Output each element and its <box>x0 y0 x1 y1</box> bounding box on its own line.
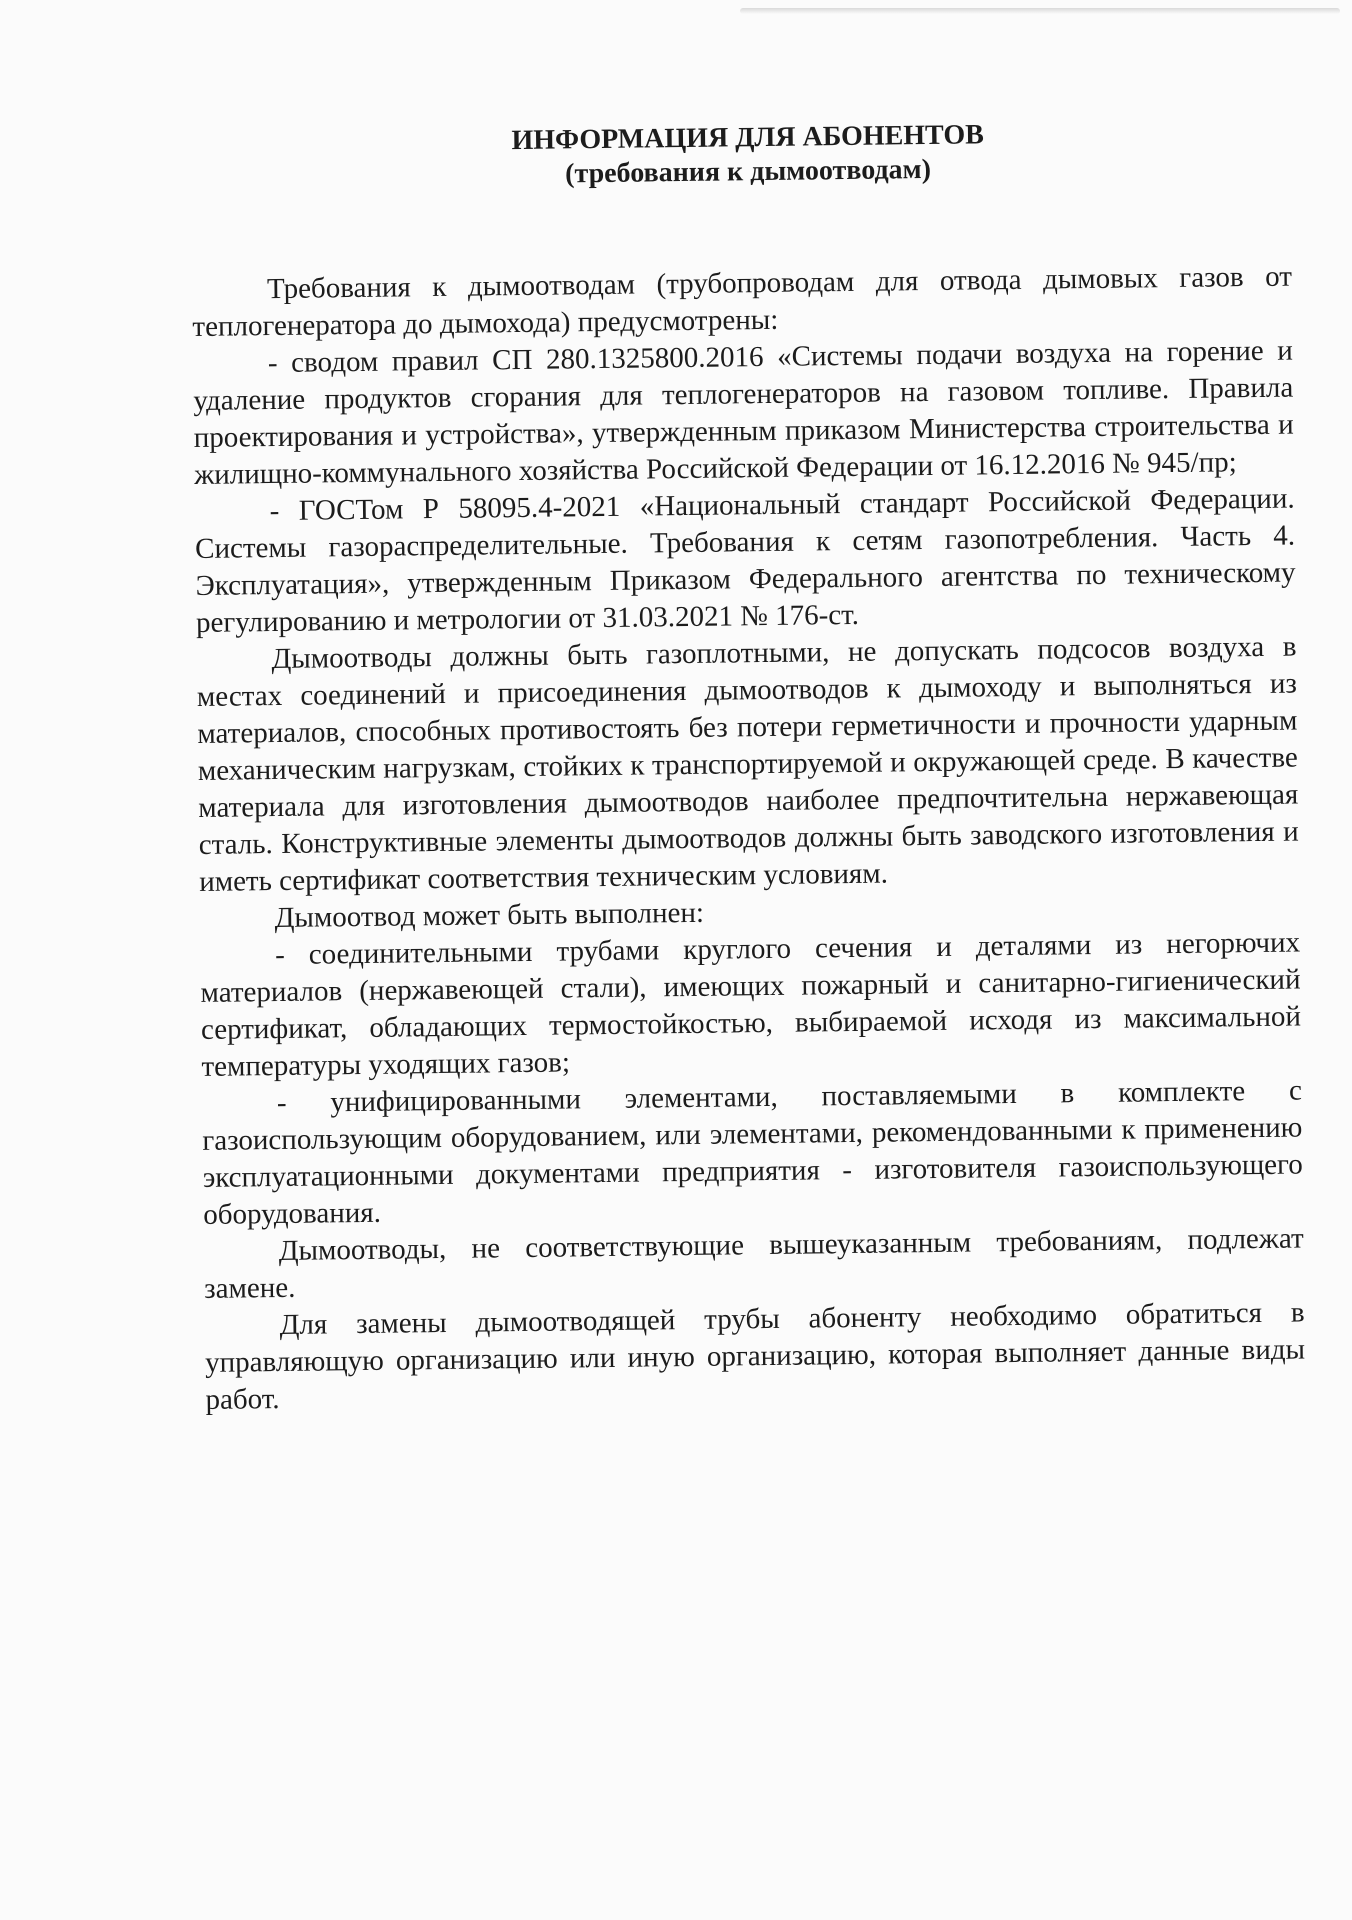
list-item-unified-elements: - унифицированными элементами, поставляемыми в комплекте с газоиспользующим оборудованием, или элементами, рекомендованными к применению эксплуатационными документами предприятия - изготовителя газоиспользующего оборудования. <box>202 1074 1303 1231</box>
list-item-connecting-pipes: - соединительными трубами круглого сечения и деталями из негорючих материалов (нержавеющей стали), имеющих пожарный и санитарно-гигиенический сертификат, обладающих термостойкостью, выбираемой исходя из максимальной температуры уходящих газов; <box>200 926 1302 1083</box>
list-item-gost-58095: - ГОСТом Р 58095.4-2021 «Национальный стандарт Российской Федерации. Системы газораспределительные. Требования к сетям газопотребления. Часть 4. Эксплуатация», утвержденным Приказом Федерального агентства по техническому регулированию и метрологии от 31.03.2021 № 176-ст. <box>194 482 1296 639</box>
list-item-sp-280: - сводом правил СП 280.1325800.2016 «Системы подачи воздуха на горение и удаление продуктов сгорания для теплогенераторов на газовом топливе. Правила проектирования и устройства», утвержденным приказом Министерства строительства и жилищно-коммунального хозяйства Российской Федерации от 16.12.2016 № 945/пр; <box>193 334 1294 491</box>
intro-paragraph: Требования к дымоотводам (трубопроводам для отвода дымовых газов от теплогенератора до дымохода) предусмотрены: <box>192 260 1293 343</box>
document-subtitle: (требования к дымоотводам) <box>564 153 932 190</box>
replacement-paragraph: Дымоотводы, не соответствующие вышеуказанным требованиям, подлежат замене. <box>203 1222 1304 1305</box>
scan-edge-shadow <box>740 8 1340 14</box>
document-body <box>190 115 1306 1419</box>
document-title: ИНФОРМАЦИЯ ДЛЯ АБОНЕНТОВ <box>511 119 985 157</box>
requirements-paragraph: Дымоотводы должны быть газоплотными, не допускать подсосов воздуха в местах соединений и присоединения дымоотводов к дымоходу и выполняться из материалов, способных противостоять без потери герметичности и прочности ударным механическим нагрузкам, стойких к транспортируемой и окружающей среде. В качестве материала для изготовления дымоотводов наиболее предпочтительна нержавеющая сталь. Конструктивные элементы дымоотводов должны быть заводского изготовления и иметь сертификат соответствия техническим условиям. <box>196 630 1299 898</box>
options-intro-paragraph: Дымоотвод может быть выполнен: <box>274 896 705 935</box>
contact-paragraph: Для замены дымоотводящей трубы абоненту необходимо обратиться в управляющую организацию или иную организацию, которая выполняет данные виды работ. <box>204 1296 1306 1416</box>
